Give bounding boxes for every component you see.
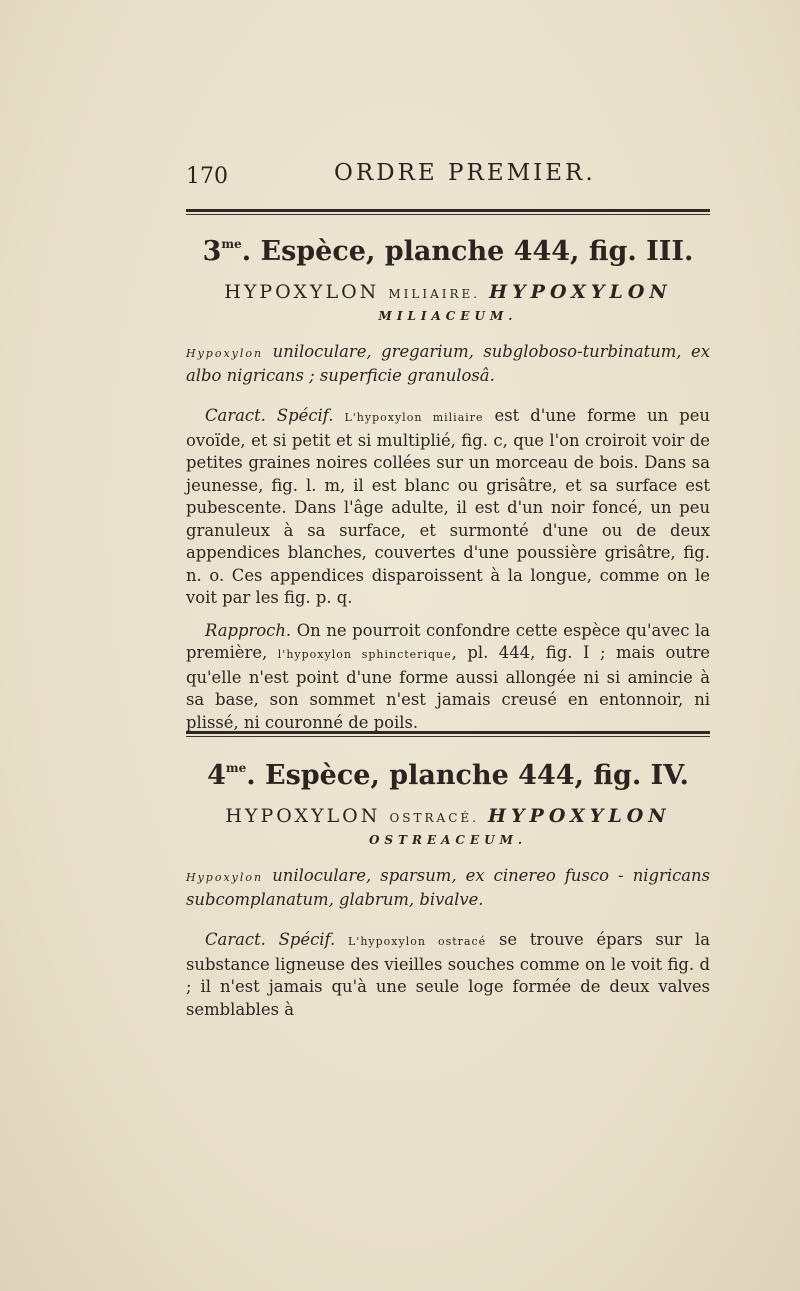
species-4-section (186, 760, 710, 1021)
species-3-comparison: Rapproch. On ne pourroit confondre cette espèce qu'avec la première, l'hypoxylon sphincterique, pl. 444, fig. I ; mais outre qu'elle n'est point d'une forme aussi allongée ni si amincie à sa base, son sommet n'est jamais creusé en entonnoir, ni plissé, ni couronné de poils. (186, 620, 711, 732)
species-4-diagnosis: Hypoxylon uniloculare, sparsum, ex cinereo fusco - nigricans subcomplanatum, glabrum, bivalve. (186, 866, 710, 909)
species-3-title: $3^{me}$. Espèce, planche 444, fig. III. (202, 236, 694, 267)
page-number: 170 (186, 164, 228, 189)
species-4-names: HYPOXYLON OSTRACÉ. HYPOXYLON (225, 805, 671, 827)
species-3-names: HYPOXYLON MILIAIRE. HYPOXYLON (224, 281, 672, 303)
double-rule-middle (186, 731, 710, 737)
species-4-title: $4^{me}$. Espèce, planche 444, fig. IV. (207, 760, 689, 791)
species-3-section (186, 236, 710, 734)
species-3-characters: Caract. Spécif. L'hypoxylon miliaire est d'une forme un peu ovoïde, et si petit et si multiplié, fig. c, que l'on croiroit voir de petites graines noires collées sur un morceau de bois. Dans sa jeunesse, fig. l. m, il est blanc ou grisâtre, et sa surface est pubescente. Dans l'âge adulte, il est d'un noir foncé, un peu granuleux à sa surface, et surmonté d'une ou de deux appendices blanches, couvertes d'une poussière grisâtre, fig. n. o. Ces appendices disparoissent à la longue, comme on le voit par les fig. p. q. (186, 406, 710, 607)
species-3-diagnosis: Hypoxylon uniloculare, gregarium, subgloboso-turbinatum, ex albo nigricans ; superficie granulosâ. (186, 342, 710, 385)
species-4-latin-epithet: OSTREACEUM. (368, 833, 528, 847)
double-rule-top (186, 209, 710, 215)
species-4-characters: Caract. Spécif. L'hypoxylon ostracé se trouve épars sur la substance ligneuse des vieilles souches comme on le voit fig. d ; il n'est jamais qu'à une seule loge formée de deux valves semblables à (186, 930, 710, 1019)
species-3-latin-epithet: MILIACEUM. (378, 309, 518, 323)
running-title: ORDRE PREMIER. (334, 160, 596, 186)
page-header (0, 160, 800, 194)
